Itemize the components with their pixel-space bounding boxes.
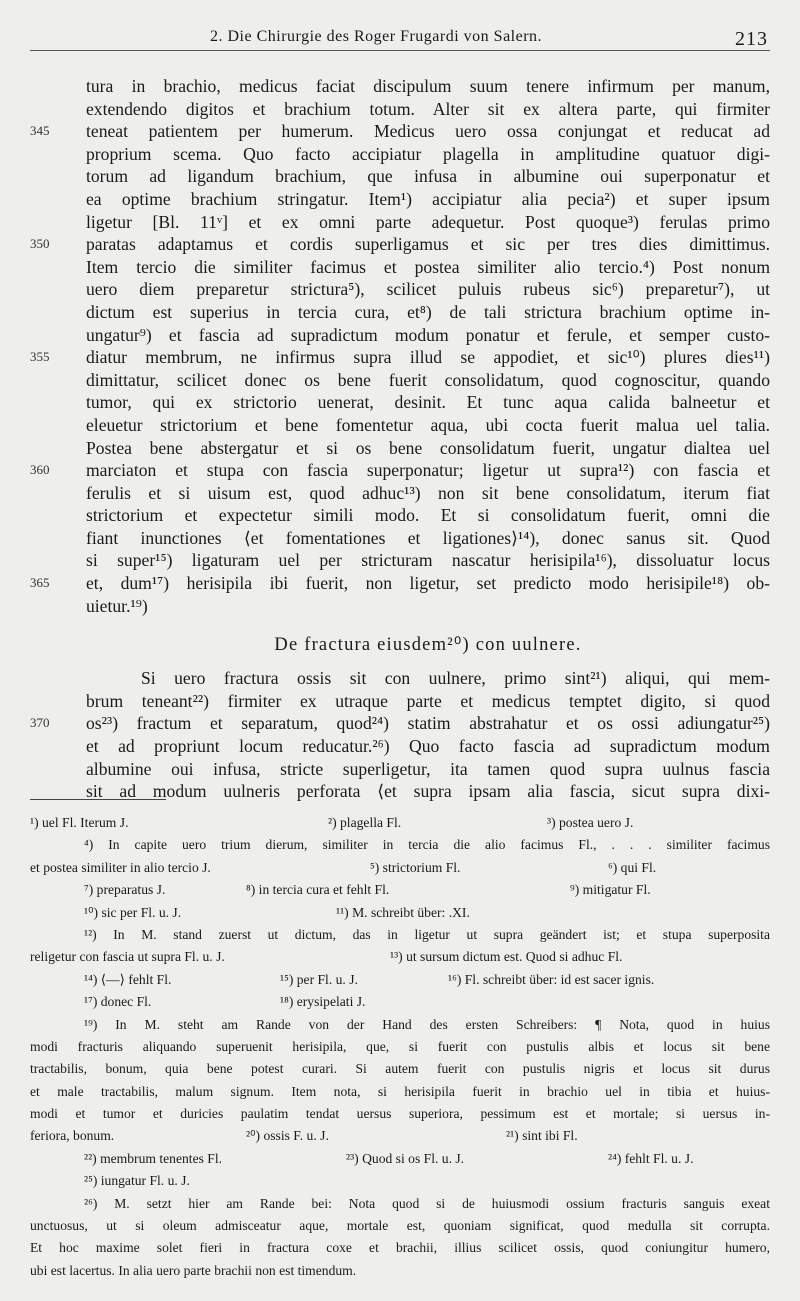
footnote-line: ²⁵) iungatur Fl. u. J. [84,1173,190,1189]
footnote-line [30,946,770,968]
footnote: ¹⁸) erysipelati J. [280,994,366,1010]
line-text: fiant inunctiones ⟨et fomentationes et ligationes⟩¹⁴), donec sanus sit. Quod [86,527,770,548]
line-text: Postea bene abstergatur et si os bene consolidatum fuerit, ungatur dialtea uel [86,437,770,458]
line-text: marciaton et stupa con fascia superponatur; ligetur ut supra¹²) con fascia et [86,460,770,481]
footnote: ⁹) mitigatur Fl. [570,882,651,898]
footnote-line [30,857,770,879]
footnote: ¹¹) M. schreibt über: .XI. [336,904,470,920]
line-text: eleuetur strictorium et bene fomentetur aqua, ubi cocta fuerit malua uel talia. [86,414,770,435]
footnote-rule [30,799,166,800]
text-line [86,437,770,460]
section-heading: De fractura eiusdem²⁰) con uulnere. [274,635,582,656]
line-text: strictorium et expectetur simili modo. Et si consolidatum fuerit, omni die [86,505,770,526]
line-text: ungatur⁹) et fascia ad supradictum modum ponatur et ferule, et semper custo- [86,324,770,345]
line-number: 360 [30,462,50,478]
line-text: brum teneant²²) firmiter ex utraque parte et medicus temptet digito, si quod [86,690,770,711]
text-line [86,758,770,781]
text-line [86,780,770,803]
footnote: ²¹) sint ibi Fl. [506,1128,578,1144]
line-number: 365 [30,575,50,591]
line-text: ferulis et si uisum est, quod adhuc¹³) non sit bene consolidatum, iterum fiat [86,482,770,503]
text-line [86,595,770,618]
line-text: proprium scema. Quo facto accipiatur plagella in amplitudine quatuor digi- [86,143,770,164]
line-text: albumine oui infusa, stricte superligetur, ita tamen quod supra uulnus fascia [86,758,770,779]
line-text: Si uero fractura ossis sit con uulnere, primo sint²¹) aliqui, qui mem- [141,668,770,689]
line-text: os²³) fractum et separatum, quod²⁴) statim abstrahatur et os ossi adiungatur²⁵) [86,713,770,734]
footnote: ¹) uel Fl. Iterum J. [30,815,129,830]
footnote-line: ubi est lacertus. In alia uero parte brachii non est timendum. [30,1262,357,1278]
text-line [86,143,770,166]
main-text [30,75,770,803]
header-rule [30,50,770,51]
text-line [86,211,770,234]
line-text: Item tercio die similiter facimus et postea similiter alio tercio.⁴) Post nonum [86,256,770,277]
footnote-line: unctuosus, ut si oleum admisceatur aque, mortale est, quoniam significat, quod medulla sit corrupta. [30,1218,770,1234]
footnote: ²⁴) fehlt Fl. u. J. [608,1150,694,1166]
running-title: 2. Die Chirurgie des Roger Frugardi von Salern. [210,28,543,45]
text-line [86,482,770,505]
line-text: teneat patientem per humerum. Medicus uero ossa conjungat et reducat ad [86,121,770,142]
footnote-line: Et hoc maxime solet fieri in fractura coxe et brachii, illius scilicet ossis, quod coniungitur humero, [30,1240,770,1256]
line-text: dimittatur, scilicet donec os bene fuerit consolidatum, quod cognoscitur, quando [86,369,770,390]
text-line [30,346,770,369]
text-line [86,75,770,98]
footnote: ⁸) in tercia cura et fehlt Fl. [246,882,390,898]
footnote-line: modi fracturis aliquando superuenit herisipila, que, si fuerit con pustulis albis et locus sit bene [30,1038,770,1054]
line-text: tumor, qui ex strictorio uenerat, desinit. Et tunc aqua calida balneetur et [86,392,770,413]
line-text: si super¹⁵) ligaturam uel per stricturam nascatur herisipila¹⁶), dissoluatur locus [86,550,770,571]
line-text: uietur.¹⁹) [86,595,148,616]
footnote-line [30,1148,770,1170]
line-text: et, dum¹⁷) herisipila ibi fuerit, non ligetur, set predicto modo herisipile¹⁸) ob- [86,573,770,594]
text-line [86,527,770,550]
footnote: ²) plagella Fl. [328,815,402,830]
line-text: sit ad modum uulneris perforata ⟨et supra ipsam alia fascia, sicut supra dixi- [86,781,770,802]
footnotes [30,812,770,1282]
text-line [86,324,770,347]
text-line [86,369,770,392]
footnote: et postea similiter in alio tercio J. [30,859,211,875]
footnote-line: et male tractabilis, malum signum. Item nota, si herisipila fuerit in brachio uel in tibia et huius- [30,1083,770,1099]
footnote: ²²) membrum tenentes Fl. [84,1150,223,1166]
footnote: ²⁰) ossis F. u. J. [246,1128,329,1144]
footnote: ¹⁵) per Fl. u. J. [280,971,358,987]
text-line [86,549,770,572]
footnote: ⁵) strictorium Fl. [370,859,461,875]
line-text: extendendo digitos et brachium totum. Alter sit ex altera parte, qui firmiter [86,98,770,119]
text-line [30,233,770,256]
line-number: 355 [30,349,50,365]
footnote-line: tractabilis, bonum, quia bene potest curari. Si autem fuerit con pustulis nigris et locus sit durus [30,1061,770,1077]
line-text: tura in brachio, medicus faciat discipulum suum tenere infirmum per manum, [86,76,770,96]
line-text: et ad propriunt locum reducatur.²⁶) Quo facto fascia ad supradictum modum [86,736,770,757]
footnote-line [30,812,770,834]
footnote: ¹⁷) donec Fl. [84,994,152,1010]
footnote: ³) postea uero J. [547,815,634,830]
footnote-line [30,991,770,1013]
footnote: ¹⁴) ⟨—⟩ fehlt Fl. [84,971,172,987]
text-line [86,414,770,437]
text-line [30,459,770,482]
footnote-line [30,1125,770,1147]
footnote-line: modi et tumor et duricies paulatim tendat uersus superiora, pessimum est et mortale; si uersus in- [30,1106,770,1122]
running-head [60,22,770,52]
line-number: 350 [30,236,50,252]
text-line [86,256,770,279]
text-line [86,188,770,211]
footnote: ¹⁶) Fl. schreibt über: id est sacer ignis. [448,971,655,987]
footnote: ¹³) ut sursum dictum est. Quod si adhuc Fl. [390,949,623,965]
footnote-line: ¹²) In M. stand zuerst ut dictum, das in ligetur ut supra geändert ist; et stupa superposita [84,926,770,942]
line-number: 370 [30,715,50,731]
text-line [86,301,770,324]
text-line [86,504,770,527]
text-line [86,735,770,758]
text-line [86,278,770,301]
text-line [86,165,770,188]
text-line [30,120,770,143]
footnote: religetur con fascia ut supra Fl. u. J. [30,949,225,965]
footnote-line [30,969,770,991]
text-line [30,712,770,735]
footnote-line: ⁴) In capite uero trium dierum, similiter in tercia die alio facimus Fl., . . . similiter facimus [84,837,770,853]
line-text: paratas adaptamus et cordis superligamus et sic per tres dies dimittimus. [86,234,770,255]
footnote: ⁶) qui Fl. [608,859,657,875]
line-text: ligetur [Bl. 11ᵛ] et ex omni parte adequetur. Post quoque³) ferulas primo [86,211,770,232]
footnote-line [30,879,770,901]
footnote: ²³) Quod si os Fl. u. J. [346,1150,465,1166]
footnote-line: ²⁶) M. setzt hier am Rande bei: Nota quod si de huiusmodi ossium fracturis sanguis exeat [84,1195,770,1211]
footnote-line [30,902,770,924]
line-text: uero diem preparetur strictura⁵), scilicet puluis rubeus sic⁶) preparetur⁷), ut [86,279,770,300]
text-line [86,667,770,690]
line-text: torum ad ligandum brachium, que infusa in albumine oui superponatur et [86,166,770,187]
text-line [86,391,770,414]
line-text: dictum est superius in tercia cura, et⁸) de tali strictura brachium optime in- [86,301,770,322]
line-number: 345 [30,123,50,139]
line-text: diatur membrum, ne infirmus supra illud se appodiet, et sic¹⁰) plures dies¹¹) [86,347,770,368]
footnote: feriora, bonum. [30,1128,115,1144]
text-line [86,690,770,713]
text-line [86,98,770,121]
text-line [30,572,770,595]
footnote: ⁷) preparatus J. [84,882,166,898]
line-text: ea optime brachium stringatur. Item¹) accipiatur alia pecia²) et super ipsum [86,188,770,209]
footnote-line: ¹⁹) In M. steht am Rande von der Hand des ersten Schreibers: ¶ Nota, quod in huius [84,1016,770,1032]
footnote: ¹⁰) sic per Fl. u. J. [84,904,182,920]
page-number: 213 [735,28,768,50]
